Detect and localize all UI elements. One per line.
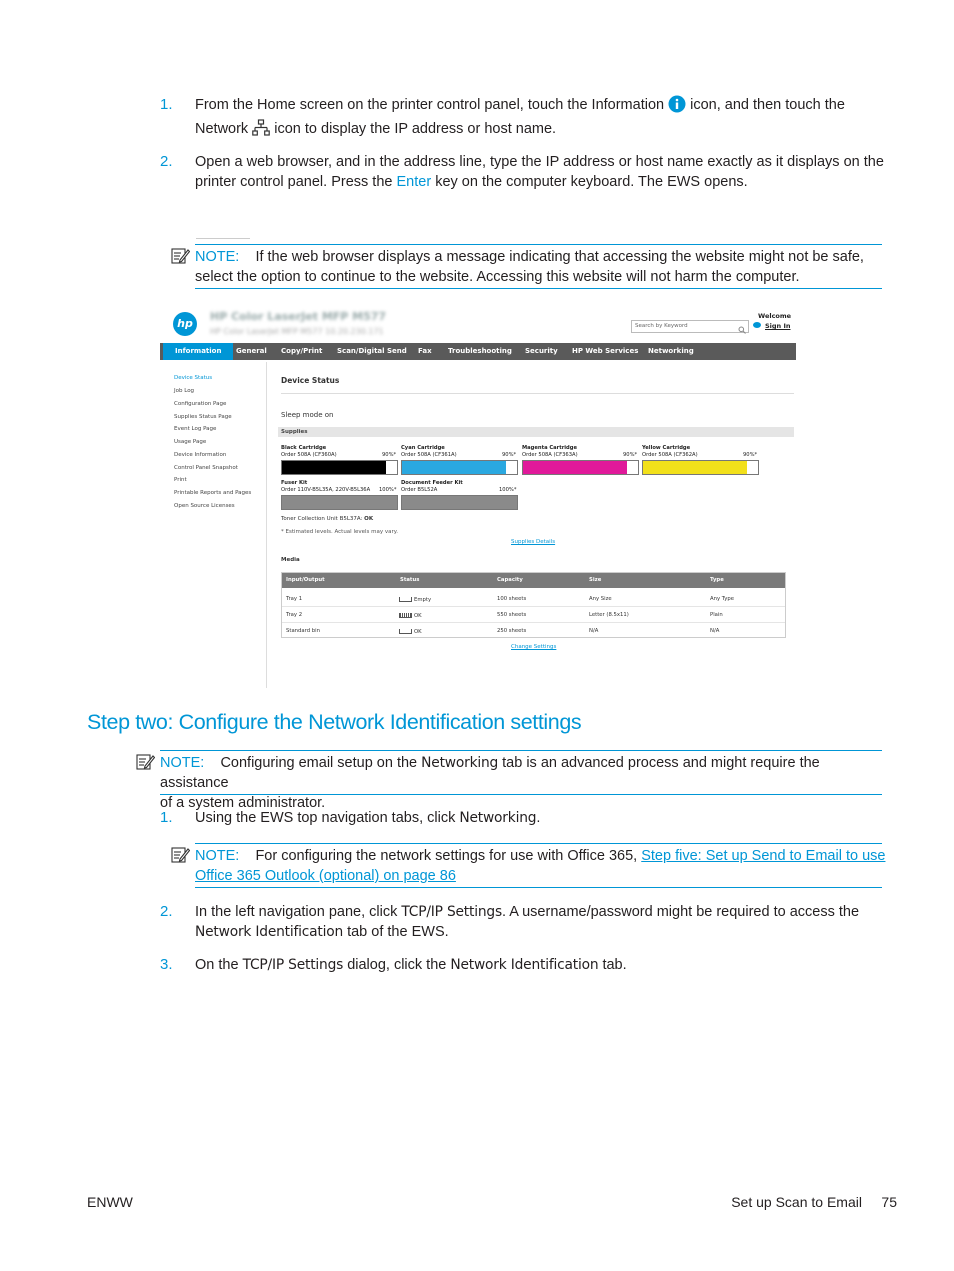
note-top-rule: [195, 843, 882, 844]
note-text-part: tab is an advanced process and might require the assistance: [160, 755, 820, 791]
ui-term: Network Identification: [195, 924, 344, 940]
table-cell: Tray 2: [286, 612, 303, 618]
supply-percent: 100%*: [499, 487, 517, 493]
sign-in-icon: [753, 322, 761, 328]
supplies-header: Supplies: [278, 427, 794, 437]
supply-level-fill: [643, 461, 747, 474]
tab-troubleshooting[interactable]: Troubleshooting: [448, 347, 512, 355]
title-rule: [281, 393, 794, 394]
step-text: [195, 955, 885, 975]
bin-icon: [399, 629, 412, 634]
enter-key-label: Enter: [396, 174, 432, 190]
note-text: [195, 247, 885, 287]
tray-empty-icon: [399, 597, 412, 602]
ews-nav-bar: [160, 343, 796, 360]
welcome-label: Welcome: [758, 312, 792, 320]
note-bottom-rule: [160, 794, 882, 795]
step-text-part: icon, and then touch the: [690, 97, 845, 113]
network-icon: [252, 119, 270, 143]
step-text-part: Using the EWS top navigation tabs, click: [195, 810, 456, 826]
tray-full-icon: [399, 613, 412, 618]
ui-term: TCP/IP Settings: [401, 904, 502, 920]
small-divider-mark: [196, 238, 250, 239]
ui-term: Networking: [421, 755, 499, 771]
step-text: [195, 95, 885, 143]
tab-fax[interactable]: Fax: [418, 347, 432, 355]
page-number: 75: [881, 1194, 897, 1210]
supply-order: Order 508A (CF361A): [401, 452, 457, 458]
footer-left: ENWW: [87, 1194, 133, 1210]
office365-link-continued[interactable]: Office 365 Outlook (optional) on page 86: [195, 868, 456, 884]
step-text-part: . A username/password might be required to access the: [501, 904, 860, 920]
note-line: of a system administrator.: [160, 795, 326, 811]
information-icon: [668, 95, 686, 119]
note-text-part: Configuring email setup on the: [220, 755, 418, 771]
supply-percent: 100%*: [379, 487, 397, 493]
office365-link[interactable]: Step five: Set up Send to Email to use: [641, 848, 886, 864]
supplies-details-link[interactable]: Supplies Details: [511, 539, 556, 545]
column-header: Input/Output: [286, 577, 325, 583]
ui-term: Network Identification: [450, 957, 599, 973]
step-number: 2.: [160, 153, 173, 170]
note-icon: [171, 247, 190, 269]
note-icon: [136, 753, 155, 775]
section-heading: Step two: Configure the Network Identification settings: [87, 710, 582, 734]
supply-name: Cyan Cartridge: [401, 445, 445, 451]
supply-level-fill: [282, 461, 386, 474]
tray-status: OK: [414, 629, 422, 635]
note-top-rule: [160, 750, 882, 751]
note-text-part: For configuring the network settings for use with Office 365,: [255, 848, 638, 864]
table-cell: 250 sheets: [497, 628, 527, 634]
supply-order: Order B5L52A: [401, 487, 438, 493]
toner-collection-status: OK: [364, 516, 374, 522]
supply-level-bar: [401, 495, 518, 510]
table-cell: N/A: [710, 628, 720, 634]
row-divider: [282, 622, 785, 623]
step-text-part: tab.: [602, 957, 627, 973]
column-header: Status: [400, 577, 420, 583]
sidebar-item-supplies-status-page[interactable]: Supplies Status Page: [174, 414, 232, 420]
supply-order: Order 508A (CF362A): [642, 452, 698, 458]
supply-level-bar: [281, 495, 398, 510]
table-cell: Plain: [710, 612, 723, 618]
tray-status: Empty: [414, 597, 432, 603]
step-text-part: On the: [195, 957, 239, 973]
supply-name: Black Cartridge: [281, 445, 327, 451]
step-number: 1.: [160, 96, 173, 113]
supply-order: Order 508A (CF360A): [281, 452, 337, 458]
search-input[interactable]: Search by Keyword: [631, 320, 749, 333]
ui-term: Networking: [459, 810, 537, 826]
step-text: [195, 152, 895, 192]
media-header: Media: [278, 555, 794, 565]
column-header: Size: [589, 577, 602, 583]
change-settings-link[interactable]: Change Settings: [511, 644, 557, 650]
step-text-part: icon to display the IP address or host name.: [274, 121, 557, 137]
step-number: 2.: [160, 903, 173, 920]
tab-scan-digital-send[interactable]: Scan/Digital Send: [337, 347, 407, 355]
table-cell: [399, 629, 422, 635]
step-text-part: dialog, click the: [347, 957, 447, 973]
tab-hp-web-services[interactable]: HP Web Services: [572, 347, 639, 355]
sleep-mode-status: Sleep mode on: [281, 411, 334, 419]
row-divider: [282, 606, 785, 607]
note-top-rule: [195, 244, 882, 245]
estimate-note: * Estimated levels. Actual levels may vary.: [281, 529, 398, 535]
note-label: NOTE:: [195, 249, 240, 265]
supply-name: Yellow Cartridge: [642, 445, 691, 451]
table-cell: [399, 597, 431, 603]
ews-screenshot: [160, 304, 796, 688]
supply-level-fill: [402, 496, 517, 509]
media-table: [281, 572, 786, 638]
supply-name: Magenta Cartridge: [522, 445, 578, 451]
step-text-part: Network: [195, 121, 249, 137]
sidebar-item-printable-reports[interactable]: Printable Reports and Pages: [174, 490, 252, 496]
step-text: [195, 902, 885, 942]
sidebar-item-job-log[interactable]: Job Log: [174, 388, 195, 394]
toner-collection-unit: [281, 516, 373, 522]
table-cell: Any Size: [589, 596, 612, 602]
supply-level-bar: [642, 460, 759, 475]
sidebar-item-device-status[interactable]: Device Status: [174, 375, 213, 381]
table-cell: Standard bin: [286, 628, 320, 634]
sidebar-item-print[interactable]: Print: [174, 477, 187, 483]
step-text-part: printer control panel. Press the: [195, 174, 393, 190]
sidebar-item-event-log-page[interactable]: Event Log Page: [174, 426, 217, 432]
tray-status: OK: [414, 613, 422, 619]
table-cell: 550 sheets: [497, 612, 527, 618]
supply-percent: 90%*: [743, 452, 758, 458]
note-line: If the web browser displays a message indicating that accessing the website might not be safe,: [255, 249, 864, 265]
sign-in-link[interactable]: Sign In: [765, 322, 791, 330]
supply-percent: 90%*: [502, 452, 517, 458]
sidebar-item-control-panel-snapshot[interactable]: Control Panel Snapshot: [174, 465, 238, 471]
footer-section: Set up Scan to Email: [731, 1194, 862, 1210]
sidebar-item-open-source-licenses[interactable]: Open Source Licenses: [174, 503, 235, 509]
printer-subtitle: HP Color LaserJet MFP M577 10.20.230.171: [210, 327, 384, 336]
footer-right: [731, 1194, 897, 1210]
media-table-header: [282, 573, 785, 588]
sidebar-item-configuration-page[interactable]: Configuration Page: [174, 401, 227, 407]
tab-security[interactable]: Security: [525, 347, 558, 355]
tab-general[interactable]: General: [236, 347, 267, 355]
table-cell: Any Type: [710, 596, 734, 602]
supply-level-bar: [281, 460, 398, 475]
toner-collection-label: Toner Collection Unit B5L37A:: [281, 516, 363, 522]
note-line: select the option to continue to the website. Accessing this website will not harm the computer.: [195, 269, 800, 285]
supply-level-fill: [402, 461, 506, 474]
step-number: 3.: [160, 956, 173, 973]
note-bottom-rule: [195, 887, 882, 888]
ui-term: TCP/IP Settings: [242, 957, 344, 973]
supply-level-fill: [282, 496, 397, 509]
note-icon: [171, 846, 190, 868]
page-title: Device Status: [281, 376, 340, 385]
supply-name: Fuser Kit: [281, 480, 308, 486]
supply-order: Order 110V-B5L35A, 220V-B5L36A: [281, 487, 371, 493]
tab-networking[interactable]: Networking: [648, 347, 694, 355]
table-cell: [399, 613, 422, 619]
column-header: Type: [710, 577, 724, 583]
sidebar-item-usage-page[interactable]: Usage Page: [174, 439, 207, 445]
supply-percent: 90%*: [623, 452, 638, 458]
tab-information[interactable]: Information: [163, 343, 233, 360]
supply-level-bar: [522, 460, 639, 475]
printer-title: HP Color LaserJet MFP M577: [210, 310, 387, 323]
hp-logo: hp: [173, 312, 197, 336]
step-text-part: .: [536, 810, 541, 826]
search-icon[interactable]: [738, 322, 746, 338]
step-text-part: tab of the EWS.: [347, 924, 449, 940]
step-text-part: From the Home screen on the printer control panel, touch the Information: [195, 97, 665, 113]
step-text-part: In the left navigation pane, click: [195, 904, 398, 920]
supply-order: Order 508A (CF363A): [522, 452, 578, 458]
note-text: [160, 753, 890, 813]
column-header: Capacity: [497, 577, 523, 583]
table-cell: Letter (8.5x11): [589, 612, 629, 618]
supply-level-fill: [523, 461, 627, 474]
note-text: [195, 846, 895, 886]
note-label: NOTE:: [195, 848, 240, 864]
supply-percent: 90%*: [382, 452, 397, 458]
note-label: NOTE:: [160, 755, 205, 771]
note-bottom-rule: [195, 288, 882, 289]
table-cell: Tray 1: [286, 596, 303, 602]
supply-level-bar: [401, 460, 518, 475]
step-number: 1.: [160, 809, 173, 826]
tab-copy-print[interactable]: Copy/Print: [281, 347, 323, 355]
supply-name: Document Feeder Kit: [401, 480, 463, 486]
step-text: [195, 808, 885, 828]
table-cell: N/A: [589, 628, 599, 634]
step-text-part: key on the computer keyboard. The EWS opens.: [435, 174, 748, 190]
table-cell: 100 sheets: [497, 596, 527, 602]
sidebar-divider: [266, 362, 267, 688]
sidebar-item-device-information[interactable]: Device Information: [174, 452, 227, 458]
step-text-line: Open a web browser, and in the address line, type the IP address or host name exactly as it displays on the: [195, 154, 884, 170]
